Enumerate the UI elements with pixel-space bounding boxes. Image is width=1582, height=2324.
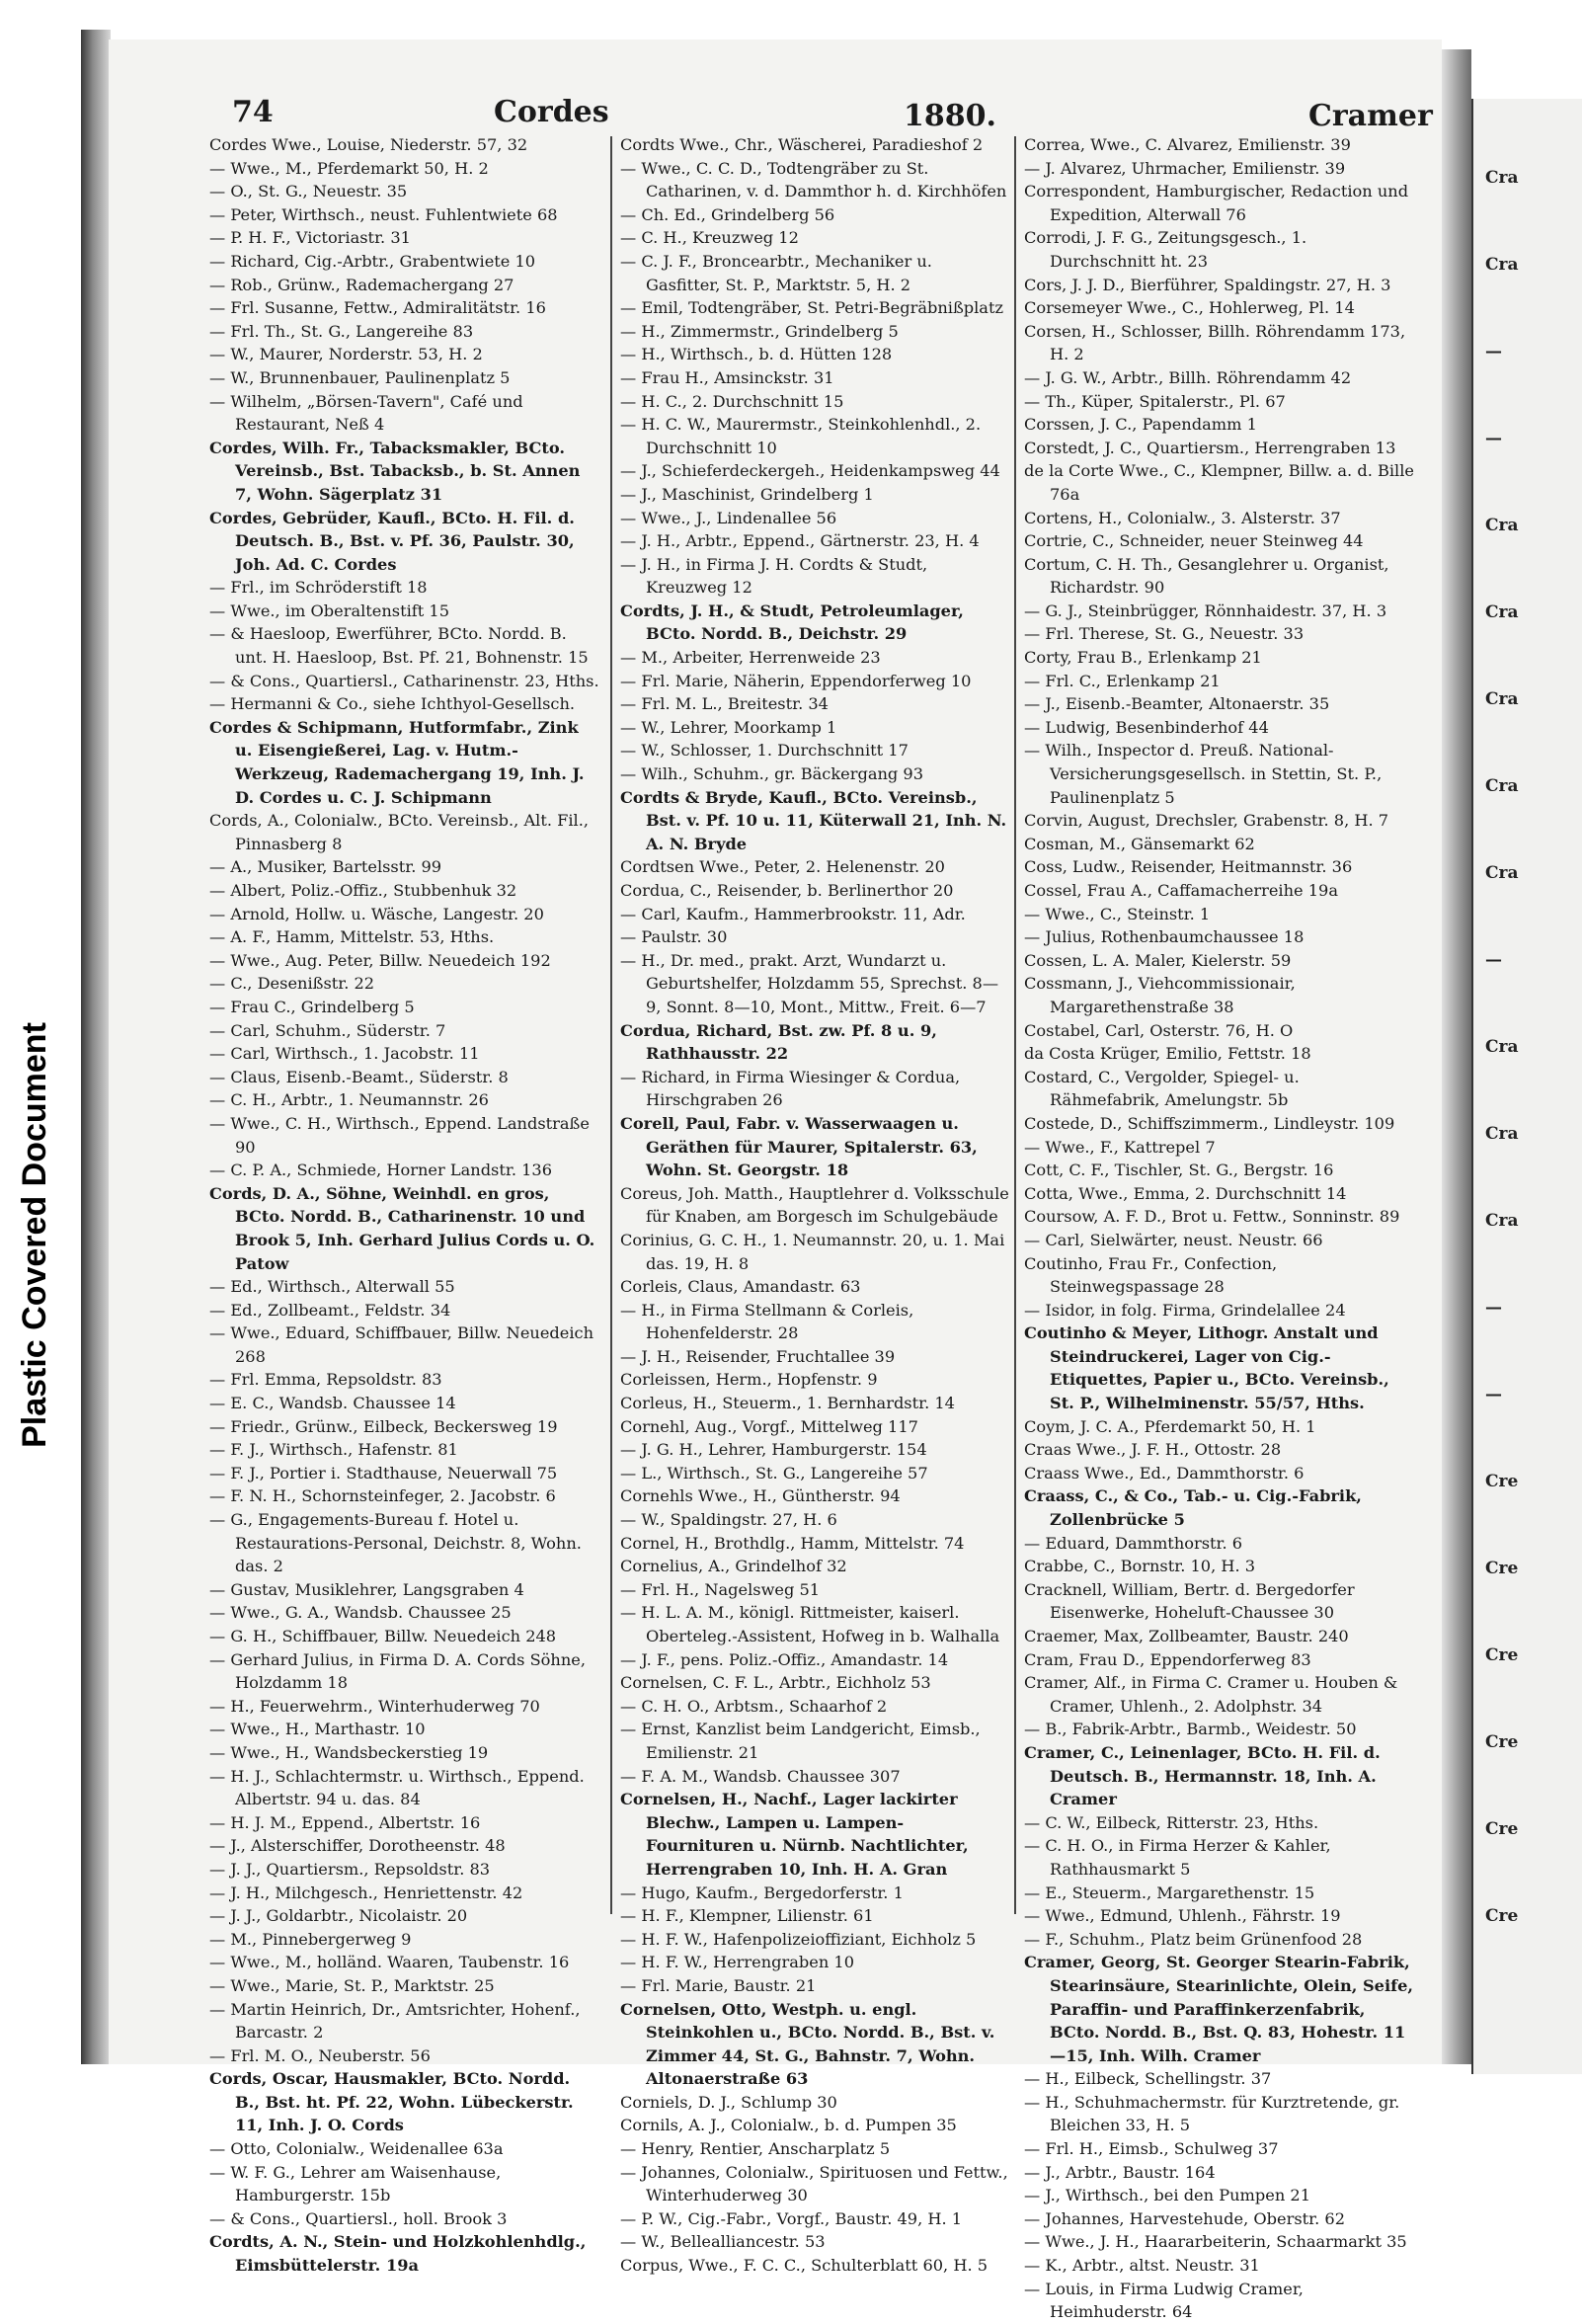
directory-entry: Costabel, Carl, Osterstr. 76, H. O bbox=[1024, 1020, 1294, 1040]
directory-entry: — Frl. C., Erlenkamp 21 bbox=[1024, 671, 1221, 690]
directory-entry: — J. H., Reisender, Fruchtallee 39 bbox=[620, 1346, 896, 1366]
next-page-fragment: Cra bbox=[1485, 689, 1519, 709]
directory-entry: — C. W., Eilbeck, Ritterstr. 23, Hths. bbox=[1024, 1812, 1319, 1832]
directory-entry: Corpus, Wwe., F. C. C., Schulterblatt 60, H. 5 bbox=[620, 2256, 989, 2276]
directory-entry: Cordua, Richard, Bst. zw. Pf. 8 u. 9, Rathhausstr. 22 bbox=[620, 1020, 937, 1064]
next-page-fragment: — bbox=[1485, 1385, 1502, 1404]
directory-entry: — Carl, Kaufm., Hammerbrookstr. 11, Adr. bbox=[620, 904, 966, 923]
directory-entry: — H. J., Schlachtermstr. u. Wirthsch., Eppend. Albertstr. 94 u. das. 84 bbox=[209, 1766, 585, 1809]
directory-entry: Cordts, A. N., Stein- und Holzkohlenhdlg., Eimsbüttelerstr. 19a bbox=[209, 2232, 587, 2276]
directory-entry: — C. H., Kreuzweg 12 bbox=[620, 228, 799, 248]
next-page-fragment: Cra bbox=[1485, 516, 1519, 535]
directory-entry: — Frl. M. L., Breitestr. 34 bbox=[620, 694, 829, 714]
directory-entry: — Hermanni & Co., siehe Ichthyol-Gesellsch. bbox=[209, 694, 576, 714]
directory-entry: — J. H., Arbtr., Eppend., Gärtnerstr. 23, H. 4 bbox=[620, 531, 980, 551]
directory-entry: Craass Wwe., Ed., Dammthorstr. 6 bbox=[1024, 1463, 1305, 1483]
directory-entry: Coss, Ludw., Reisender, Heitmannstr. 36 bbox=[1024, 857, 1353, 877]
directory-entry: — F. N. H., Schornsteinfeger, 2. Jacobstr. 6 bbox=[209, 1486, 556, 1506]
directory-entry: — C. J. F., Broncearbtr., Mechaniker u. Gasfitter, St. P., Marktstr. 5, H. 2 bbox=[620, 251, 932, 294]
directory-entry: — H., Dr. med., prakt. Arzt, Wundarzt u. Geburtshelfer, Holzdamm 55, Sprechst. 8—9, Sonnt. 8—10, Mont., Mittw., Freit. 6—7 bbox=[620, 950, 999, 1016]
directory-entry: — Ernst, Kanzlist beim Landgericht, Eimsb., Emilienstr. 21 bbox=[620, 1720, 981, 1762]
directory-entry: Cornel, H., Brothdlg., Hamm, Mittelstr. 74 bbox=[620, 1533, 965, 1553]
directory-entry: — Julius, Rothenbaumchaussee 18 bbox=[1024, 927, 1305, 947]
directory-entry: — Friedr., Grünw., Eilbeck, Beckersweg 19 bbox=[209, 1416, 558, 1436]
directory-entry: — Wwe., J. H., Haararbeiterin, Schaarmarkt 35 bbox=[1024, 2232, 1407, 2252]
directory-entry: — H., Wirthsch., b. d. Hütten 128 bbox=[620, 345, 893, 364]
side-label-container bbox=[0, 889, 69, 1580]
directory-entry: Cornehl, Aug., Vorgf., Mittelweg 117 bbox=[620, 1416, 918, 1436]
directory-entry: Crabbe, C., Bornstr. 10, H. 3 bbox=[1024, 1557, 1256, 1576]
directory-entry: Corsen, H., Schlosser, Billh. Röhrendamm 173, H. 2 bbox=[1024, 321, 1406, 364]
directory-entry: Coutinho & Meyer, Lithogr. Anstalt und Steindruckerei, Lager von Cig.-Etiquettes, Papier u., BCto. Vereinsb., St. P., Wilhelminenstr. 55/57, Hths. bbox=[1024, 1323, 1389, 1413]
directory-entry: — Wwe., C. H., Wirthsch., Eppend. Landstraße 90 bbox=[209, 1113, 590, 1157]
directory-entry: Costede, D., Schiffszimmerm., Lindleystr. 109 bbox=[1024, 1113, 1395, 1133]
directory-entry: — P. W., Cig.-Fabr., Vorgf., Baustr. 49, H. 1 bbox=[620, 2208, 963, 2228]
page-header bbox=[123, 57, 1447, 133]
side-label: Plastic Covered Document bbox=[15, 1021, 53, 1448]
directory-entry: — Frau C., Grindelberg 5 bbox=[209, 997, 415, 1016]
directory-entry: — C. P. A., Schmiede, Horner Landstr. 136 bbox=[209, 1161, 553, 1180]
directory-entry: Cors, J. J. D., Bierführer, Spaldingstr. 27, H. 3 bbox=[1024, 275, 1391, 294]
directory-entry: Cossel, Frau A., Caffamacherreihe 19a bbox=[1024, 881, 1339, 900]
directory-entry: — & Cons., Quartiersl., Catharinenstr. 23, Hths. bbox=[209, 671, 599, 690]
directory-entry: — F. J., Portier i. Stadthause, Neuerwall 75 bbox=[209, 1463, 558, 1483]
directory-entry: — A. F., Hamm, Mittelstr. 53, Hths. bbox=[209, 927, 495, 947]
directory-entry: — Carl, Schuhm., Süderstr. 7 bbox=[209, 1020, 446, 1040]
directory-entry: — W., Spaldingstr. 27, H. 6 bbox=[620, 1510, 837, 1530]
next-page-fragment: Cra bbox=[1485, 776, 1519, 796]
directory-entry: Corell, Paul, Fabr. v. Wasserwaagen u. Geräthen für Maurer, Spitalerstr. 63, Wohn. St. Georgstr. 18 bbox=[620, 1113, 978, 1180]
directory-entry: — Wwe., C. C. D., Todtengräber zu St. Catharinen, v. d. Dammthor h. d. Kirchhöfen bbox=[620, 158, 1007, 201]
directory-entry: — C. H., Arbtr., 1. Neumannstr. 26 bbox=[209, 1090, 489, 1110]
directory-entry: Cornelsen, Otto, Westph. u. engl. Steinkohlen u., BCto. Nordd. B., Bst. v. Zimmer 44, St. G., Bahnstr. 7, Wohn. Altonaerstraße 63 bbox=[620, 1999, 995, 2089]
directory-entry: Coreus, Joh. Matth., Hauptlehrer d. Volksschule für Knaben, am Borgesch im Schulgebäude bbox=[620, 1183, 1009, 1227]
directory-entry: — Th., Küper, Spitalerstr., Pl. 67 bbox=[1024, 391, 1286, 411]
directory-entry: — Richard, Cig.-Arbtr., Grabentwiete 10 bbox=[209, 251, 536, 271]
directory-entry: Cortrie, C., Schneider, neuer Steinweg 44 bbox=[1024, 531, 1364, 551]
directory-entry: — Otto, Colonialw., Weidenallee 63a bbox=[209, 2139, 504, 2159]
directory-entry: Cordua, C., Reisender, b. Berlinerthor 20 bbox=[620, 881, 954, 900]
directory-entry: — M., Arbeiter, Herrenweide 23 bbox=[620, 648, 881, 668]
directory-entry: — Frl. Therese, St. G., Neuestr. 33 bbox=[1024, 624, 1305, 644]
directory-entry: — Emil, Todtengräber, St. Petri-Begräbnißplatz bbox=[620, 298, 1003, 318]
next-page-fragment: Cre bbox=[1485, 1732, 1519, 1752]
directory-entry: — Ed., Wirthsch., Alterwall 55 bbox=[209, 1277, 455, 1297]
directory-entry: Cordtsen Wwe., Peter, 2. Helenenstr. 20 bbox=[620, 857, 945, 877]
directory-entry: Cordes, Wilh. Fr., Tabacksmakler, BCto. Vereinsb., Bst. Tabacksb., b. St. Annen 7, Wohn. Sägerplatz 31 bbox=[209, 438, 581, 504]
directory-entry: — J. G. H., Lehrer, Hamburgerstr. 154 bbox=[620, 1440, 927, 1460]
next-page-fragment: Cra bbox=[1485, 1037, 1519, 1057]
directory-entry: Cramer, Alf., in Firma C. Cramer u. Houben & Cramer, Uhlenh., 2. Adolphstr. 34 bbox=[1024, 1673, 1398, 1716]
directory-entry: — B., Fabrik-Arbtr., Barmb., Weidestr. 50 bbox=[1024, 1720, 1357, 1739]
directory-entry: — J. G. W., Arbtr., Billh. Röhrendamm 42 bbox=[1024, 367, 1352, 387]
directory-entry: Corstedt, J. C., Quartiersm., Herrengraben 13 bbox=[1024, 438, 1396, 457]
directory-entry: — J. J., Goldarbtr., Nicolaistr. 20 bbox=[209, 1906, 468, 1926]
directory-entry: — Martin Heinrich, Dr., Amtsrichter, Hohenf., Barcastr. 2 bbox=[209, 1999, 581, 2043]
directory-entry: — Frl. M. O., Neuberstr. 56 bbox=[209, 2045, 431, 2065]
directory-entry: — Wilh., Inspector d. Preuß. National-Versicherungsgesellsch. in Stettin, St. P., Paulinenplatz 5 bbox=[1024, 741, 1383, 807]
directory-entry: — L., Wirthsch., St. G., Langereihe 57 bbox=[620, 1463, 928, 1483]
directory-entry: — F. A. M., Wandsb. Chaussee 307 bbox=[620, 1766, 901, 1786]
directory-entry: — Henry, Rentier, Anscharplatz 5 bbox=[620, 2139, 891, 2159]
directory-entry: — Wwe., H., Wandsbeckerstieg 19 bbox=[209, 1742, 489, 1762]
adjacent-page bbox=[1471, 99, 1582, 2074]
header-year: 1880. bbox=[904, 99, 996, 133]
directory-entry: — J. J., Quartiersm., Repsoldstr. 83 bbox=[209, 1859, 491, 1879]
directory-entry: Coym, J. C. A., Pferdemarkt 50, H. 1 bbox=[1024, 1416, 1316, 1436]
directory-entry: Craemer, Max, Zollbeamter, Baustr. 240 bbox=[1024, 1627, 1349, 1645]
directory-entry: — Frl. H., Eimsb., Schulweg 37 bbox=[1024, 2139, 1279, 2159]
directory-entry: — H., in Firma Stellmann & Corleis, Hohenfelderstr. 28 bbox=[620, 1300, 914, 1343]
next-page-fragment: Cra bbox=[1485, 1211, 1519, 1231]
directory-entry: Corleis, Claus, Amandastr. 63 bbox=[620, 1277, 861, 1297]
directory-entry: de la Corte Wwe., C., Klempner, Billw. a. d. Bille 76a bbox=[1024, 461, 1414, 504]
directory-entry: — Frl. Marie, Baustr. 21 bbox=[620, 1975, 817, 1995]
directory-entry: Corniels, D. J., Schlump 30 bbox=[620, 2092, 837, 2112]
directory-entry: — J., Arbtr., Baustr. 164 bbox=[1024, 2162, 1216, 2182]
directory-entry: Corsemeyer Wwe., C., Hohlerweg, Pl. 14 bbox=[1024, 298, 1355, 318]
directory-entry: — Peter, Wirthsch., neust. Fuhlentwiete 68 bbox=[209, 204, 558, 224]
directory-entry: Cords, D. A., Söhne, Weinhdl. en gros, BCto. Nordd. B., Catharinenstr. 10 und Brook 5, Inh. Gerhard Julius Cords u. O. Patow bbox=[209, 1183, 595, 1273]
directory-entry: Cortum, C. H. Th., Gesanglehrer u. Organist, Richardstr. 90 bbox=[1024, 554, 1389, 598]
directory-entry: — Frl. Marie, Näherin, Eppendorferweg 10 bbox=[620, 671, 972, 690]
directory-entry: — J., Schieferdeckergeh., Heidenkampsweg 44 bbox=[620, 461, 1000, 481]
directory-entry: Cords, Oscar, Hausmakler, BCto. Nordd. B., Bst. ht. Pf. 22, Wohn. Lübeckerstr. 11, Inh. J. O. Cords bbox=[209, 2069, 574, 2135]
directory-entry: — H., Schuhmachermstr. für Kurztretende, gr. Bleichen 33, H. 5 bbox=[1024, 2092, 1400, 2135]
directory-column-3 bbox=[1024, 133, 1414, 2322]
directory-entry: Costard, C., Vergolder, Spiegel- u. Rähmefabrik, Amelungstr. 5b bbox=[1024, 1067, 1300, 1110]
directory-entry: Cornelius, A., Grindelhof 32 bbox=[620, 1557, 847, 1576]
next-page-fragment: Cre bbox=[1485, 1472, 1519, 1491]
next-page-fragment: Cra bbox=[1485, 602, 1519, 622]
directory-entry: — J. H., Milchgesch., Henriettenstr. 42 bbox=[209, 1883, 523, 1902]
directory-entry: — H., Zimmermstr., Grindelberg 5 bbox=[620, 321, 899, 341]
directory-entry: — & Haesloop, Ewerführer, BCto. Nordd. B. unt. H. Haesloop, Bst. Pf. 21, Bohnenstr. 15 bbox=[209, 624, 589, 668]
page-binding-shadow bbox=[81, 30, 111, 2064]
directory-entry: — Wilhelm, „Börsen-Tavern", Café und Restaurant, Neß 4 bbox=[209, 391, 523, 435]
next-page-fragment: — bbox=[1485, 1298, 1502, 1318]
next-page-fragment: Cre bbox=[1485, 1559, 1519, 1578]
directory-entry: — Frl. Susanne, Fettw., Admiralitätstr. 16 bbox=[209, 298, 546, 318]
directory-entry: — E., Steuerm., Margarethenstr. 15 bbox=[1024, 1883, 1315, 1902]
directory-entry: — Wwe., Eduard, Schiffbauer, Billw. Neuedeich 268 bbox=[209, 1323, 594, 1366]
directory-entry: — J., Eisenb.-Beamter, Altonaerstr. 35 bbox=[1024, 694, 1330, 714]
column-divider bbox=[610, 136, 612, 1914]
directory-entry: — G., Engagements-Bureau f. Hotel u. Restaurations-Personal, Deichstr. 8, Wohn. das. 2 bbox=[209, 1510, 582, 1576]
directory-entry: Cordts Wwe., Chr., Wäscherei, Paradieshof 2 bbox=[620, 135, 984, 154]
directory-entry: — H. F. W., Herrengraben 10 bbox=[620, 1953, 855, 1972]
directory-entry: Corrodi, J. F. G., Zeitungsgesch., 1. Durchschnitt ht. 23 bbox=[1024, 228, 1307, 271]
directory-column-2 bbox=[620, 133, 1010, 2276]
directory-entry: — H. C., 2. Durchschnitt 15 bbox=[620, 391, 844, 411]
directory-entry: Corvin, August, Drechsler, Grabenstr. 8, H. 7 bbox=[1024, 811, 1389, 831]
directory-entry: — W., Schlosser, 1. Durchschnitt 17 bbox=[620, 741, 909, 761]
directory-entry: da Costa Krüger, Emilio, Fettstr. 18 bbox=[1024, 1044, 1311, 1064]
directory-entry: — W., Bellealliancestr. 53 bbox=[620, 2232, 826, 2252]
directory-entry: Cornelsen, H., Nachf., Lager lackirter Blechw., Lampen u. Lampen-Fournituren u. Nürnb. Nachtlichter, Herrengraben 10, Inh. H. A. Gran bbox=[620, 1790, 969, 1879]
directory-entry: — Louis, in Firma Ludwig Cramer, Heimhuderstr. 64 bbox=[1024, 2279, 1304, 2322]
directory-entry: — Claus, Eisenb.-Beamt., Süderstr. 8 bbox=[209, 1067, 509, 1086]
directory-entry: — Paulstr. 30 bbox=[620, 927, 728, 947]
directory-column-1 bbox=[209, 133, 599, 2276]
directory-entry: Cordts, J. H., & Studt, Petroleumlager, BCto. Nordd. B., Deichstr. 29 bbox=[620, 601, 964, 644]
directory-entry: Cortens, H., Colonialw., 3. Alsterstr. 37 bbox=[1024, 508, 1341, 527]
directory-entry: Cordes & Schipmann, Hutformfabr., Zink u. Eisengießerei, Lag. v. Hutm.-Werkzeug, Rademachergang 19, Inh. J. D. Cordes u. C. J. Schipmann bbox=[209, 717, 585, 807]
directory-entry: — J. H., in Firma J. H. Cordts & Studt, Kreuzweg 12 bbox=[620, 554, 928, 598]
directory-entry: — F. J., Wirthsch., Hafenstr. 81 bbox=[209, 1440, 458, 1460]
directory-entry: — Frl. Th., St. G., Langereihe 83 bbox=[209, 321, 474, 341]
directory-entry: — Wwe., J., Lindenallee 56 bbox=[620, 508, 837, 527]
directory-entry: Cotta, Wwe., Emma, 2. Durchschnitt 14 bbox=[1024, 1183, 1347, 1203]
directory-entry: — G. J., Steinbrügger, Rönnhaidestr. 37, H. 3 bbox=[1024, 601, 1387, 620]
directory-entry: Cordes Wwe., Louise, Niederstr. 57, 32 bbox=[209, 135, 528, 154]
directory-entry: — & Cons., Quartiersl., holl. Brook 3 bbox=[209, 2208, 508, 2228]
directory-entry: — C. H. O., in Firma Herzer & Kahler, Rathhausmarkt 5 bbox=[1024, 1836, 1331, 1879]
directory-entry: — Wilh., Schuhm., gr. Bäckergang 93 bbox=[620, 764, 924, 784]
directory-entry: — Eduard, Dammthorstr. 6 bbox=[1024, 1533, 1243, 1553]
directory-entry: — H. L. A. M., königl. Rittmeister, kaiserl. Oberteleg.-Assistent, Hofweg in b. Walhalla bbox=[620, 1603, 1000, 1645]
next-page-fragment: Cra bbox=[1485, 168, 1519, 188]
header-left-word: Cordes bbox=[494, 95, 609, 129]
directory-entry: — Wwe., Edmund, Uhlenh., Fährstr. 19 bbox=[1024, 1906, 1341, 1926]
directory-entry: — Arnold, Hollw. u. Wäsche, Langestr. 20 bbox=[209, 904, 544, 923]
directory-entry: — J., Maschinist, Grindelberg 1 bbox=[620, 484, 874, 504]
column-divider bbox=[1014, 136, 1016, 1914]
directory-entry: Cossmann, J., Viehcommissionair, Margarethenstraße 38 bbox=[1024, 974, 1296, 1016]
directory-entry: — Johannes, Colonialw., Spirituosen und Fettw., Winterhuderweg 30 bbox=[620, 2162, 1008, 2205]
directory-entry: Cosman, M., Gänsemarkt 62 bbox=[1024, 834, 1255, 853]
directory-entry: Cramer, Georg, St. Georger Stearin-Fabrik, Stearinsäure, Stearinlichte, Olein, Seife, Paraffin- und Paraffinkerzenfabrik, BCto. Nordd. B., Bst. Q. 83, Hohestr. 11—15, Inh. Wilh. Cramer bbox=[1024, 1953, 1414, 2065]
directory-entry: — Wwe., im Oberaltenstift 15 bbox=[209, 601, 450, 620]
directory-entry: — Frl. H., Nagelsweg 51 bbox=[620, 1579, 821, 1599]
next-page-fragment: Cre bbox=[1485, 1819, 1519, 1839]
directory-entry: Cornelsen, C. F. L., Arbtr., Eichholz 53 bbox=[620, 1673, 931, 1693]
directory-entry: — Wwe., F., Kattrepel 7 bbox=[1024, 1137, 1216, 1157]
directory-entry: — Ed., Zollbeamt., Feldstr. 34 bbox=[209, 1300, 451, 1320]
directory-entry: — H., Feuerwehrm., Winterhuderweg 70 bbox=[209, 1696, 540, 1716]
header-right-word: Cramer bbox=[1308, 99, 1433, 133]
directory-entry: — C. H. O., Arbtsm., Schaarhof 2 bbox=[620, 1696, 888, 1716]
directory-entry: Corssen, J. C., Papendamm 1 bbox=[1024, 415, 1257, 435]
directory-entry: — J. F., pens. Poliz.-Offiz., Amandastr. 14 bbox=[620, 1649, 949, 1669]
directory-entry: — Gustav, Musiklehrer, Langsgraben 4 bbox=[209, 1579, 524, 1599]
directory-entry: — Frl. Emma, Repsoldstr. 83 bbox=[209, 1370, 442, 1390]
next-page-fragment: — bbox=[1485, 950, 1502, 970]
directory-entry: Cornils, A. J., Colonialw., b. d. Pumpen 35 bbox=[620, 2116, 957, 2135]
directory-entry: Cordts & Bryde, Kaufl., BCto. Vereinsb., Bst. v. Pf. 10 u. 11, Küterwall 21, Inh. N. A. N. Bryde bbox=[620, 787, 1007, 853]
directory-entry: — Wwe., H., Marthastr. 10 bbox=[209, 1720, 426, 1739]
directory-entry: — F., Schuhm., Platz beim Grünenfood 28 bbox=[1024, 1929, 1363, 1949]
directory-entry: Cords, A., Colonialw., BCto. Vereinsb., Alt. Fil., Pinnasberg 8 bbox=[209, 811, 589, 853]
directory-entry: Craas Wwe., J. F. H., Ottostr. 28 bbox=[1024, 1440, 1282, 1460]
directory-entry: Cott, C. F., Tischler, St. G., Bergstr. 16 bbox=[1024, 1161, 1334, 1180]
next-page-fragment: Cra bbox=[1485, 1124, 1519, 1144]
directory-entry: — W., Brunnenbauer, Paulinenplatz 5 bbox=[209, 367, 511, 387]
next-page-fragment: Cre bbox=[1485, 1906, 1519, 1926]
directory-entry: — H. F., Klempner, Lilienstr. 61 bbox=[620, 1906, 874, 1926]
directory-entry: — J., Wirthsch., bei den Pumpen 21 bbox=[1024, 2186, 1310, 2205]
directory-entry: — Wwe., G. A., Wandsb. Chaussee 25 bbox=[209, 1603, 512, 1623]
directory-entry: Coutinho, Frau Fr., Confection, Steinwegspassage 28 bbox=[1024, 1253, 1278, 1297]
directory-entry: Coursow, A. F. D., Brot u. Fettw., Sonninstr. 89 bbox=[1024, 1207, 1400, 1227]
directory-entry: — Isidor, in folg. Firma, Grindelallee 24 bbox=[1024, 1300, 1346, 1320]
directory-entry: — K., Arbtr., altst. Neustr. 31 bbox=[1024, 2256, 1260, 2276]
next-page-fragment: Cra bbox=[1485, 255, 1519, 275]
directory-entry: — Frau H., Amsinckstr. 31 bbox=[620, 367, 834, 387]
directory-entry: — Wwe., M., Pferdemarkt 50, H. 2 bbox=[209, 158, 489, 178]
directory-entry: — G. H., Schiffbauer, Billw. Neuedeich 248 bbox=[209, 1627, 557, 1645]
directory-entry: Corleus, H., Steuerm., 1. Bernhardstr. 14 bbox=[620, 1394, 955, 1413]
directory-entry: — W., Lehrer, Moorkamp 1 bbox=[620, 717, 837, 737]
page-gutter bbox=[1442, 49, 1471, 2064]
directory-entry: — Rob., Grünw., Rademachergang 27 bbox=[209, 275, 514, 294]
directory-entry: — W. F. G., Lehrer am Waisenhause, Hamburgerstr. 15b bbox=[209, 2162, 502, 2205]
directory-entry: — Carl, Wirthsch., 1. Jacobstr. 11 bbox=[209, 1044, 480, 1064]
directory-entry: Correa, Wwe., C. Alvarez, Emilienstr. 39 bbox=[1024, 135, 1351, 154]
directory-entry: — Hugo, Kaufm., Bergedorferstr. 1 bbox=[620, 1883, 904, 1902]
directory-entry: — H. C. W., Maurermstr., Steinkohlenhdl., 2. Durchschnitt 10 bbox=[620, 415, 982, 457]
directory-entry: Cornehls Wwe., H., Güntherstr. 94 bbox=[620, 1486, 901, 1506]
directory-entry: — H., Eilbeck, Schellingstr. 37 bbox=[1024, 2069, 1272, 2089]
directory-entry: — A., Musiker, Bartelsstr. 99 bbox=[209, 857, 442, 877]
directory-entry: — Albert, Poliz.-Offiz., Stubbenhuk 32 bbox=[209, 881, 517, 900]
directory-entry: — J., Alsterschiffer, Dorotheenstr. 48 bbox=[209, 1836, 506, 1856]
directory-entry: — C., Desenißstr. 22 bbox=[209, 974, 375, 994]
next-page-fragment: — bbox=[1485, 429, 1502, 448]
directory-entry: — Wwe., Aug. Peter, Billw. Neuedeich 192 bbox=[209, 950, 551, 970]
directory-entry: Correspondent, Hamburgischer, Redaction und Expedition, Alterwall 76 bbox=[1024, 182, 1409, 224]
directory-entry: Craass, C., & Co., Tab.- u. Cig.-Fabrik, Zollenbrücke 5 bbox=[1024, 1486, 1362, 1530]
directory-entry: — E. C., Wandsb. Chaussee 14 bbox=[209, 1394, 456, 1413]
directory-entry: Cramer, C., Leinenlager, BCto. H. Fil. d. Deutsch. B., Hermannstr. 18, Inh. A. Cramer bbox=[1024, 1742, 1381, 1809]
directory-entry: Corleissen, Herm., Hopfenstr. 9 bbox=[620, 1370, 878, 1390]
directory-entry: Cracknell, William, Bertr. d. Bergedorfer Eisenwerke, Hoheluft-Chaussee 30 bbox=[1024, 1579, 1355, 1623]
directory-entry: — Richard, in Firma Wiesinger & Cordua, Hirschgraben 26 bbox=[620, 1067, 961, 1110]
directory-entry: — J. Alvarez, Uhrmacher, Emilienstr. 39 bbox=[1024, 158, 1346, 178]
directory-entry: — Ch. Ed., Grindelberg 56 bbox=[620, 204, 835, 224]
directory-entry: — P. H. F., Victoriastr. 31 bbox=[209, 228, 411, 248]
directory-entry: — W., Maurer, Norderstr. 53, H. 2 bbox=[209, 345, 483, 364]
directory-entry: — O., St. G., Neuestr. 35 bbox=[209, 182, 408, 201]
page-number: 74 bbox=[232, 95, 274, 129]
directory-entry: Cossen, L. A. Maler, Kielerstr. 59 bbox=[1024, 950, 1292, 970]
directory-entry: Corinius, G. C. H., 1. Neumannstr. 20, u. 1. Mai das. 19, H. 8 bbox=[620, 1230, 1005, 1273]
directory-entry: — Carl, Sielwärter, neust. Neustr. 66 bbox=[1024, 1230, 1323, 1249]
directory-entry: Cordes, Gebrüder, Kaufl., BCto. H. Fil. d. Deutsch. B., Bst. v. Pf. 36, Paulstr. 30, Joh. Ad. C. Cordes bbox=[209, 508, 575, 574]
directory-entry: — Ludwig, Besenbinderhof 44 bbox=[1024, 717, 1269, 737]
directory-entry: — Wwe., M., holländ. Waaren, Taubenstr. 16 bbox=[209, 1953, 570, 1972]
directory-entry: — Frl., im Schröderstift 18 bbox=[209, 578, 428, 598]
directory-entry: — H. J. M., Eppend., Albertstr. 16 bbox=[209, 1812, 481, 1832]
next-page-fragment: Cre bbox=[1485, 1645, 1519, 1665]
next-page-fragment: Cra bbox=[1485, 863, 1519, 883]
directory-entry: — Wwe., C., Steinstr. 1 bbox=[1024, 904, 1211, 923]
next-page-fragment: — bbox=[1485, 342, 1502, 361]
directory-entry: — M., Pinnebergerweg 9 bbox=[209, 1929, 412, 1949]
directory-entry: Corty, Frau B., Erlenkamp 21 bbox=[1024, 648, 1262, 668]
directory-entry: Cram, Frau D., Eppendorferweg 83 bbox=[1024, 1649, 1311, 1669]
directory-entry: — Gerhard Julius, in Firma D. A. Cords Söhne, Holzdamm 18 bbox=[209, 1649, 587, 1693]
directory-entry: — Johannes, Harvestehude, Oberstr. 62 bbox=[1024, 2208, 1345, 2228]
directory-entry: — Wwe., Marie, St. P., Marktstr. 25 bbox=[209, 1975, 495, 1995]
directory-entry: — H. F. W., Hafenpolizeioffiziant, Eichholz 5 bbox=[620, 1929, 977, 1949]
